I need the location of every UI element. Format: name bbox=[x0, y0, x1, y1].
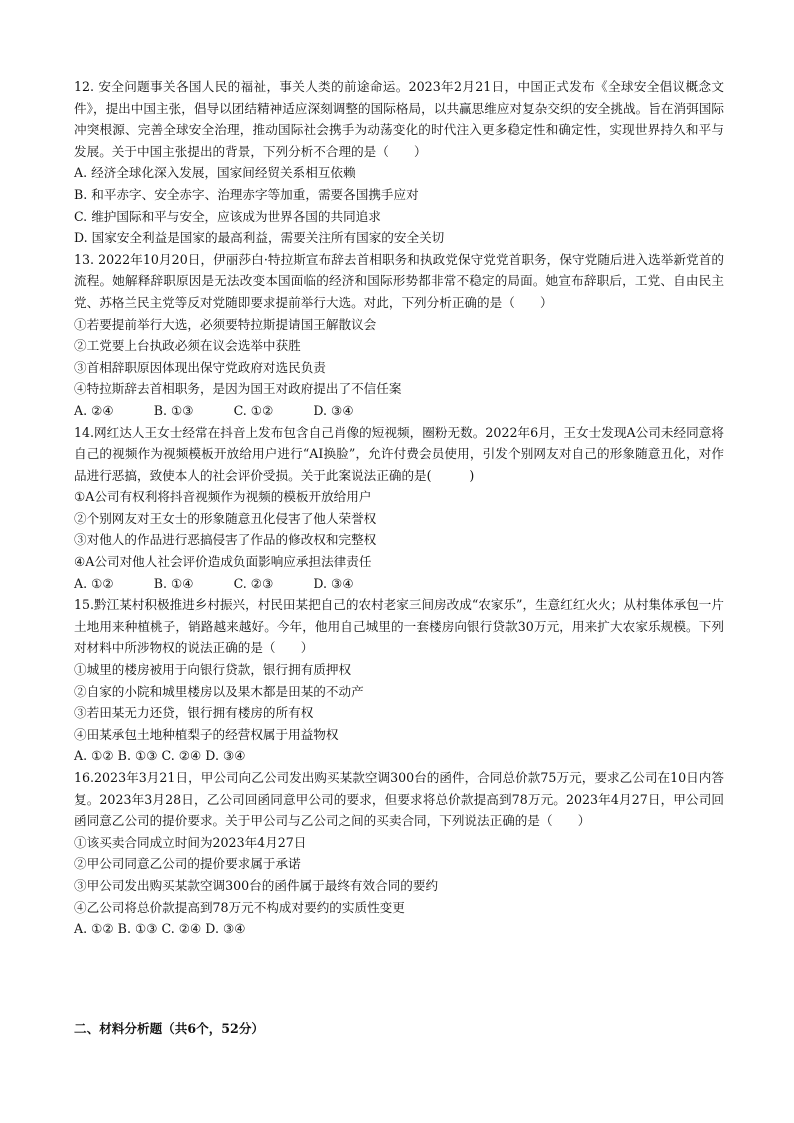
question-14-item-2: ②个别网友对王女士的形象随意丑化侵害了他人荣誉权 bbox=[74, 510, 377, 526]
question-15-item-4: ④田某承包土地种植梨子的经营权属于用益物权 bbox=[74, 726, 339, 742]
question-12-option-d: D. 国家安全利益是国家的最高利益，需要关注所有国家的安全关切 bbox=[74, 230, 445, 246]
question-12-option-c: C. 维护国际和平与安全，应该成为世界各国的共同追求 bbox=[74, 208, 381, 224]
question-13-item-2: ②工党要上台执政必须在议会选举中获胜 bbox=[74, 338, 301, 354]
question-13-item-4: ④特拉斯辞去首相职务，是因为国王对政府提出了不信任案 bbox=[74, 381, 402, 397]
question-14-item-4: ④A公司对他人社会评价造成负面影响应承担法律责任 bbox=[74, 554, 372, 570]
question-12-option-b: B. 和平赤字、安全赤字、治理赤字等加重，需要各国携手应对 bbox=[74, 186, 419, 202]
question-13 bbox=[74, 249, 724, 422]
question-16-item-2: ②甲公司同意乙公司的提价要求属于承诺 bbox=[74, 856, 301, 872]
question-13-stem: 13. 2022年10月20日，伊丽莎白·特拉斯宣布辞去首相职务和执政党保守党党首职务，保守党随后进入选举新党首的流程。她解释辞职原因是无法改变本国面临的经济和国际形势都非常不稳定的局面。她宣布辞职后，工党、自由民主党、苏格兰民主党等反对党随即要求提前举行大选。对此，下列分析正确的是（ ） bbox=[74, 251, 724, 310]
question-15 bbox=[74, 594, 724, 767]
question-15-item-3: ③若田某无力还贷，银行拥有楼房的所有权 bbox=[74, 705, 314, 721]
question-16-item-3: ③甲公司发出购买某款空调300台的函件属于最终有效合同的要约 bbox=[74, 877, 439, 893]
question-13-item-3: ③首相辞职原因体现出保守党政府对选民负责 bbox=[74, 359, 326, 375]
question-14 bbox=[74, 422, 724, 595]
question-15-stem: 15.黔江某村积极推进乡村振兴，村民田某把自己的农村老家三间房改成“农家乐”，生意红红火火；从村集体承包一片土地用来种植桃子，销路越来越好。今年，他用自己城里的一套楼房向银行贷款30万元，用来扩大农家乐规模。下列对材料中所涉物权的说法正确的是（ ） bbox=[74, 597, 724, 656]
question-14-item-1: ①A公司有权利将抖音视频作为视频的模板开放给用户 bbox=[74, 489, 372, 505]
question-13-item-1: ①若要提前举行大选，必须要特拉斯提请国王解散议会 bbox=[74, 316, 377, 332]
question-15-item-2: ②自家的小院和城里楼房以及果木都是田某的不动产 bbox=[74, 683, 364, 699]
question-13-answer-choices: A. ②④ B. ①③ C. ①② D. ③④ bbox=[74, 402, 354, 418]
question-14-answer-choices: A. ①② B. ①④ C. ②③ D. ③④ bbox=[74, 575, 354, 591]
section-heading-material-analysis: 二、材料分析题（共6个，52分） bbox=[74, 1021, 265, 1036]
question-16-stem: 16.2023年3月21日，甲公司向乙公司发出购买某款空调300台的函件，合同总价款75万元，要求乙公司在10日内答复。2023年3月28日，乙公司回函同意甲公司的要求，但要求将总价款提高到78万元。2023年4月27日，甲公司回函同意乙公司的提价要求。关于甲公司与乙公司之间的买卖合同，下列说法正确的是（ ） bbox=[74, 770, 724, 829]
question-12-stem: 12. 安全问题事关各国人民的福祉，事关人类的前途命运。2023年2月21日，中国正式发布《全球安全倡议概念文件》，提出中国主张，倡导以团结精神适应深刻调整的国际格局，以共赢思维应对复杂交织的安全挑战。旨在消弭国际冲突根源、完善全球安全治理，推动国际社会携手为动荡变化的时代注入更多稳定性和确定性，实现世界持久和平与发展。关于中国主张提出的背景，下列分析不合理的是（ ） bbox=[74, 79, 724, 159]
question-16-item-1: ①该买卖合同成立时间为2023年4月27日 bbox=[74, 834, 307, 850]
question-16-item-4: ④乙公司将总价款提高到78万元不构成对要约的实质性变更 bbox=[74, 899, 405, 915]
question-12 bbox=[74, 76, 724, 249]
question-15-answer-choices: A. ①② B. ①③ C. ②④ D. ③④ bbox=[74, 748, 246, 764]
question-16-answer-choices: A. ①② B. ①③ C. ②④ D. ③④ bbox=[74, 921, 246, 937]
question-16 bbox=[74, 767, 724, 940]
question-12-option-a: A. 经济全球化深入发展，国家间经贸关系相互依赖 bbox=[74, 165, 356, 181]
question-list bbox=[74, 76, 724, 940]
question-14-stem: 14.网红达人王女士经常在抖音上发布包含自己肖像的短视频，圈粉无数。2022年6月，王女士发现A公司未经同意将自己的视频作为视频模板开放给用户进行“AI换脸”，允许付费会员使用，引发个别网友对自己的形象随意丑化，对作品进行恶搞，致使本人的社会评价受损。关于此案说法正确的是( ) bbox=[74, 424, 724, 483]
question-14-item-3: ③对他人的作品进行恶搞侵害了作品的修改权和完整权 bbox=[74, 532, 377, 548]
question-15-item-1: ①城里的楼房被用于向银行贷款，银行拥有质押权 bbox=[74, 662, 352, 678]
